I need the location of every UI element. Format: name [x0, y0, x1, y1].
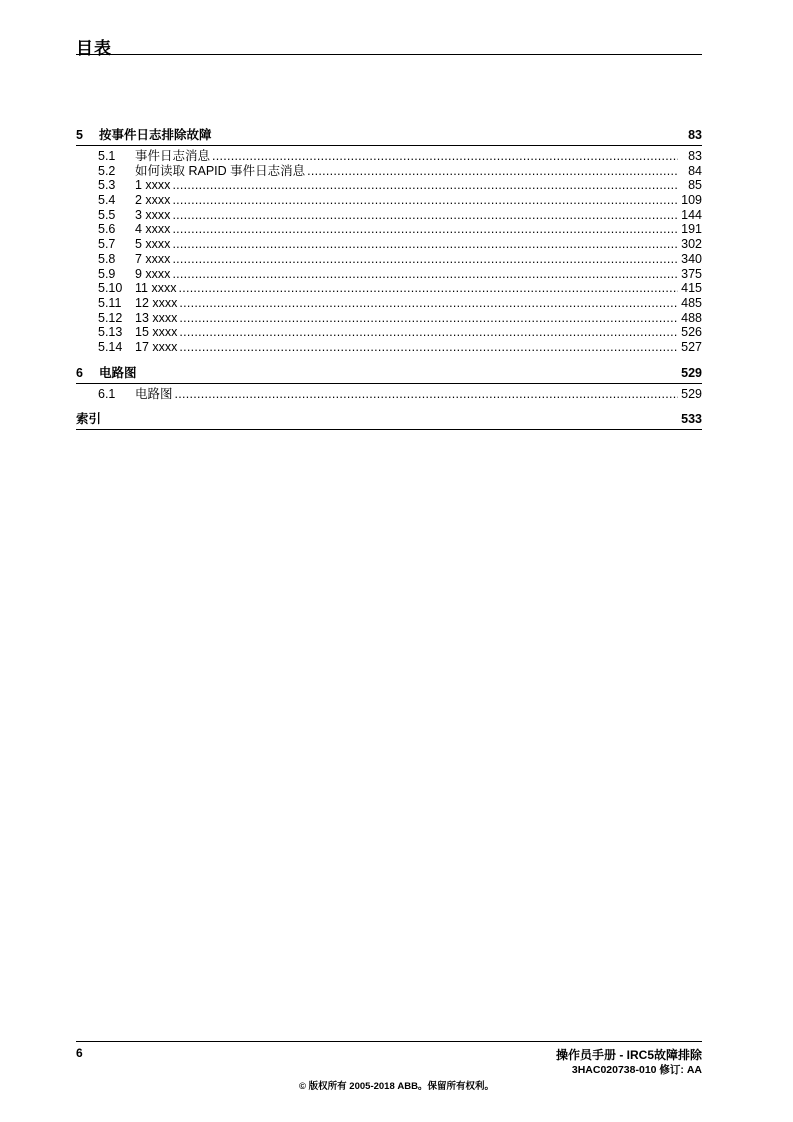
entry-number: 5.10: [98, 281, 123, 296]
toc-chapter-5[interactable]: [76, 128, 702, 143]
toc-entry[interactable]: [76, 281, 702, 296]
chapter-divider: [76, 429, 702, 430]
chapter-page: 529: [681, 365, 702, 380]
entry-number: 5.4: [98, 193, 116, 208]
entry-number: 5.13: [98, 325, 123, 340]
dot-leader: [178, 281, 678, 296]
entry-number: 5.8: [98, 251, 116, 266]
entry-number: 6.1: [98, 386, 116, 401]
entry-title: 电路图: [135, 386, 173, 401]
entry-page: 340: [681, 251, 702, 266]
dot-leader: [172, 222, 678, 237]
dot-leader: [212, 149, 678, 164]
chapter-number: 5: [76, 128, 83, 142]
entry-page: 302: [681, 237, 702, 252]
footer-manual-title: 操作员手册 - IRC5故障排除: [555, 1048, 702, 1062]
toc-entry[interactable]: [76, 178, 702, 193]
chapter-title: 索引: [76, 412, 102, 427]
dot-leader: [172, 208, 678, 223]
entry-title: 17 xxxx: [135, 339, 178, 354]
toc-entry[interactable]: [76, 252, 702, 267]
toc-entry[interactable]: [76, 311, 702, 326]
chapter-page: 83: [688, 128, 702, 142]
dot-leader: [179, 311, 678, 326]
dot-leader: [172, 237, 678, 252]
entry-title: 15 xxxx: [135, 325, 178, 340]
dot-leader: [179, 325, 678, 340]
entry-title: 9 xxxx: [135, 266, 171, 281]
entry-number: 5.7: [98, 237, 116, 252]
entry-title: 2 xxxx: [135, 193, 171, 208]
entry-number: 5.11: [98, 295, 122, 310]
page-title: 目表: [76, 39, 112, 58]
footer-divider: [76, 1041, 702, 1042]
chapter-page: 533: [681, 412, 702, 427]
entry-number: 5.1: [98, 149, 116, 163]
toc-chapter-6[interactable]: [76, 366, 702, 381]
dot-leader: [179, 296, 678, 311]
chapter-divider: [76, 383, 702, 384]
toc-entry[interactable]: [76, 387, 702, 402]
entry-page: 415: [681, 281, 702, 296]
footer-copyright: © 版权所有 2005-2018 ABB。保留所有权利。: [299, 1081, 494, 1092]
toc-entry[interactable]: [76, 193, 702, 208]
title-divider: [76, 54, 702, 55]
toc-entry[interactable]: [76, 149, 702, 164]
entry-number: 5.14: [98, 339, 123, 354]
entry-page: 85: [688, 178, 702, 193]
dot-leader: [172, 178, 678, 193]
entry-title: 3 xxxx: [135, 207, 171, 222]
entry-title: 1 xxxx: [135, 178, 171, 193]
dot-leader: [307, 164, 678, 179]
chapter-divider: [76, 145, 702, 146]
entry-page: 109: [681, 193, 702, 208]
table-of-contents: [76, 128, 702, 433]
entry-page: 83: [688, 149, 702, 163]
entry-number: 5.9: [98, 266, 116, 281]
chapter-number: 6: [76, 365, 83, 380]
entry-page: 191: [681, 222, 702, 237]
entry-title: 5 xxxx: [135, 237, 171, 252]
dot-leader: [172, 193, 678, 208]
entry-page: 375: [681, 266, 702, 281]
dot-leader: [175, 387, 678, 402]
toc-entry[interactable]: [76, 208, 702, 223]
entry-number: 5.12: [98, 310, 123, 325]
entry-title: 13 xxxx: [135, 310, 178, 325]
dot-leader: [179, 340, 678, 355]
entry-page: 529: [681, 386, 702, 401]
entry-number: 5.2: [98, 163, 116, 178]
dot-leader: [172, 252, 678, 267]
entry-page: 526: [681, 325, 702, 340]
entry-title: 11 xxxx: [135, 281, 177, 296]
chapter-title: 按事件日志排除故障: [99, 128, 212, 142]
entry-page: 527: [681, 339, 702, 354]
entry-number: 5.5: [98, 207, 116, 222]
toc-entry[interactable]: [76, 325, 702, 340]
entry-page: 488: [681, 310, 702, 325]
toc-index[interactable]: [76, 412, 702, 427]
entry-title: 12 xxxx: [135, 295, 178, 310]
toc-entry[interactable]: [76, 340, 702, 355]
toc-entry[interactable]: [76, 164, 702, 179]
toc-entry[interactable]: [76, 267, 702, 282]
dot-leader: [172, 267, 678, 282]
entry-number: 5.6: [98, 222, 116, 237]
entry-title: 如何读取 RAPID 事件日志消息: [135, 163, 306, 178]
entry-page: 144: [681, 207, 702, 222]
entry-page: 84: [688, 163, 702, 178]
entry-page: 485: [681, 295, 702, 310]
entry-title: 7 xxxx: [135, 251, 171, 266]
entry-title: 4 xxxx: [135, 222, 171, 237]
toc-entry[interactable]: [76, 237, 702, 252]
entry-number: 5.3: [98, 178, 116, 193]
chapter-title: 电路图: [99, 365, 137, 380]
footer-page-number: 6: [76, 1046, 83, 1060]
toc-entry[interactable]: [76, 296, 702, 311]
entry-title: 事件日志消息: [135, 149, 211, 163]
footer-document-id: 3HAC020738-010 修订: AA: [571, 1064, 702, 1076]
toc-entry[interactable]: [76, 222, 702, 237]
